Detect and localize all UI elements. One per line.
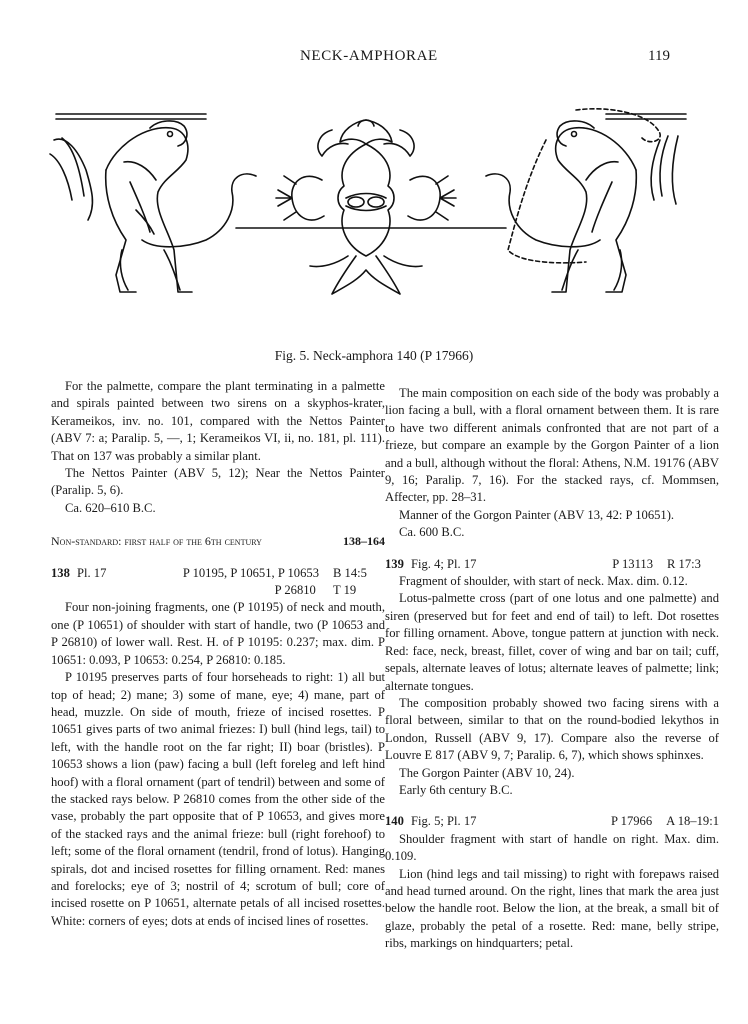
palmette-paragraph: For the palmette, compare the plant terminating in a palmette and spirals painted between two sirens on a skyphos-krater, Kerameikos, inv. no. 101, compared with the Nettos Painter (ABV 7: a; Paralip. 5, —, 1; Kerameikos VI, ii, no. 181, pl. 111). That on 137 was probably a similar plant.: [51, 379, 385, 463]
section-label: Non-standard: first half of the 6th century: [51, 534, 262, 549]
right-lion-drawing: [486, 121, 678, 292]
figure-caption: Fig. 5. Neck-amphora 140 (P 17966): [274, 348, 474, 363]
date-line-right: Ca. 600 B.C.: [399, 525, 465, 540]
left-column: [51, 378, 385, 930]
entry-138-inventory: P 10195, P 10651, P 10653: [182, 565, 319, 580]
entry-138-plate: Pl. 17: [77, 565, 107, 580]
entry-138-description: Four non-joining fragments, one (P 10195) of neck and mouth, one (P 10651) of shoulder with start of handle, two (P 10653 and P 26810) of lower wall. Rest. H. of P 10195: 0.237; max. dim. P 10651: 0.093, P 10653: 0.254, P 26810: 0.185.: [51, 600, 385, 667]
entry-139-attribution: The Gorgon Painter (ABV 10, 24).: [399, 765, 575, 780]
entry-139-composition: The composition probably showed two facing sirens with a floral between, similar to that on the round-bodied lekythos in London, Russell (ABV 9, 17). Compare also the reverse of Louvre E 817 (ABV 9, 7; Paralip. 6, 7), which shows sphinxes.: [385, 695, 719, 763]
entry-139-plate: Fig. 4; Pl. 17: [411, 556, 477, 571]
entry-138-number: 138: [51, 565, 70, 580]
entry-140-deposit: A 18–19:1: [666, 814, 719, 829]
manner-paragraph: Manner of the Gorgon Painter (ABV 13, 42: P 10651).: [399, 507, 675, 522]
entry-140-number: 140: [385, 814, 404, 829]
entry-139-description: Fragment of shoulder, with start of neck. Max. dim. 0.12.: [399, 574, 688, 589]
nettos-paragraph: The Nettos Painter (ABV 5, 12); Near the Nettos Painter (Paralip. 5, 6).: [51, 466, 385, 498]
entry-138-header: [51, 565, 385, 582]
entry-139-header: [385, 556, 719, 573]
entry-140-inventory: P 17966: [610, 814, 653, 829]
date-line: Ca. 620–610 B.C.: [65, 500, 156, 515]
entry-138-details: P 10195 preserves parts of four horseheads to right: 1) all but top of head; 2) mane; 3) some of mane, eye; 4) mane, part of head, muzzle. On side of mouth, frieze of incised rosettes. P 10651 gives parts of two animal friezes: I) bull (hind legs, tail) to left, with the handle root on the far right; II) boar (bristles). P 10653 shows a lion (paw) facing a bull (left foreleg and left hind hoof) with a floral ornament (part of tendril) between and some of the stacked rays below. P 26810 comes from the other side of the vase, probably the part opposite that of P 10653, and gives more of the stacked rays and the animal frieze: bull (right forehoof) to left; some of the floral ornament (tendril, frond of lotus). Hanging spirals, dot and incised rosettes for filling ornament. Red: manes and forelocks; eye of 3; nostril of 4; scrotum of bull; core of incised rosette on P 10651, alternate petals of all incised rosettes. White: corners of eyes; dots at ends of incised lines of rosettes.: [51, 670, 385, 928]
page-header: [0, 48, 748, 68]
entry-140-header: [385, 813, 719, 830]
entry-138-inventory-2: P 26810: [274, 583, 316, 598]
entry-139-number: 139: [385, 556, 404, 571]
entry-138-deposit: B 14:5: [333, 565, 367, 580]
left-lion-drawing: [50, 121, 256, 292]
entry-138-second-line: [51, 582, 385, 599]
figure-neck-amphora-drawing: [46, 100, 698, 305]
entry-139-inventory: P 13113: [612, 556, 653, 571]
central-floral-ornament: [276, 120, 456, 294]
page-number: 119: [648, 48, 670, 64]
entry-139-details: Lotus-palmette cross (part of one lotus and one palmette) and siren (preserved but for feet and end of tail) to left. Dot rosettes for filling ornament. Above, tongue pattern at junction with neck. Red: face, neck, breast, fillet, cover of wing and bar on tail; cuff, sepals, alternate leaves of lotus; alternate leaves of palmette; link; alternate tongues.: [385, 591, 719, 693]
entry-140-description: Shoulder fragment with start of handle on right. Max. dim. 0.109.: [385, 831, 719, 864]
entry-140-plate: Fig. 5; Pl. 17: [411, 814, 477, 829]
entry-139-deposit: R 17:3: [667, 556, 701, 571]
right-column: [385, 385, 719, 953]
entry-138-deposit-2: T 19: [333, 583, 357, 598]
section-heading: [51, 533, 385, 550]
entry-139-date: Early 6th century B.C.: [399, 782, 513, 797]
main-composition-paragraph: The main composition on each side of the body was probably a lion facing a bull, with a floral ornament between them. It is rare to have two different animals confronted that are not part of a frieze, but compare an example by the Gorgon Painter of a lion and a bull, although without the floral: Athens, N.M. 19176 (ABV 9, 16; Paralip. 7, 16). For the stacked rays, cf. Mommsen, Affecter, pp. 28–31.: [385, 386, 719, 505]
entry-140-details: Lion (hind legs and tail missing) to right with forepaws raised and head turned around. On the right, lines that mark the area just below the handle root. Below the lion, at the break, a small bit of glaze, probably the petal of a rosette. Red: mane, belly stripe, ribs, markings on hindquarters; petal.: [385, 866, 719, 951]
section-range: 138–164: [343, 534, 385, 549]
running-title: NECK-AMPHORAE: [300, 48, 438, 64]
